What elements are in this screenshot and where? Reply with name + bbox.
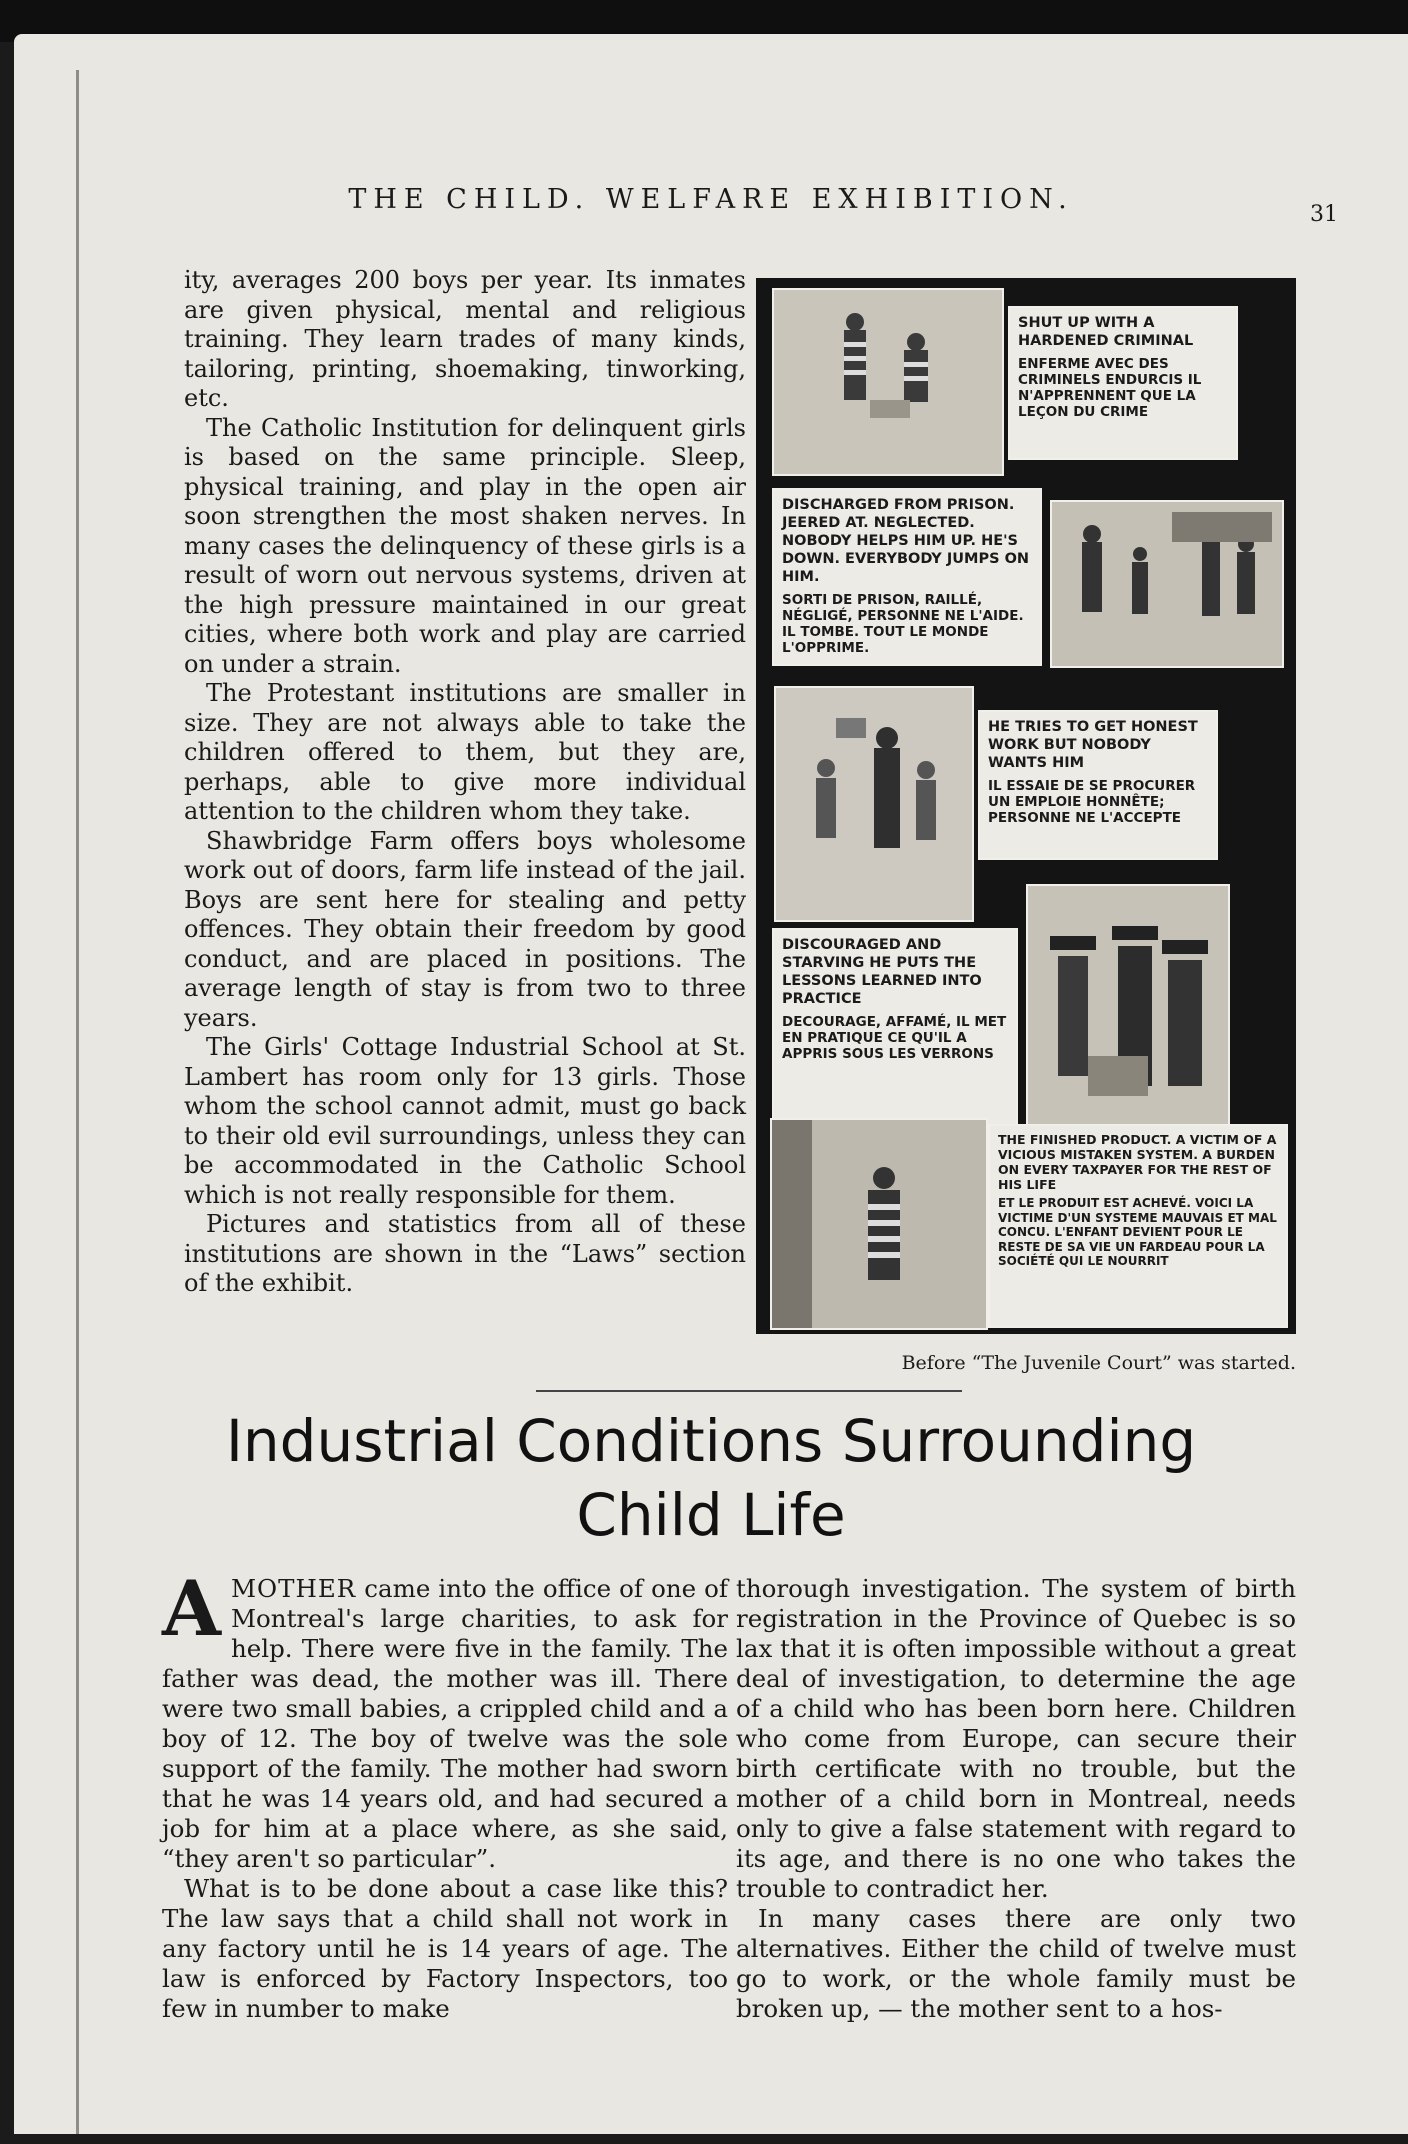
paragraph: ity, averages 200 boys per year. Its inmates are given physical, mental and religious training. They learn trades of many kinds, tailoring, printing, shoemaking, tinworking, etc. [184, 266, 746, 412]
poster-label-fr: DECOURAGE, AFFAMÉ, IL MET EN PRATIQUE CE QU'IL A APPRIS SOUS LES VERRONS [782, 1014, 1007, 1062]
paragraph: The Catholic Institution for delinquent girls is based on the same principle. Sleep, physical training, and play in the open air soon strengthen the most shaken nerves. In many cases the delinquency of these girls is a result of worn out nervous systems, driven at the high pressure maintained in our great cities, where both work and play are carried on under a strain. [184, 413, 746, 678]
running-header: THE CHILD. WELFARE EXHIBITION. [348, 184, 1074, 215]
poster-label-en: DISCHARGED FROM PRISON. JEERED AT. NEGLECTED. NOBODY HELPS HIM UP. HE'S DOWN. EVERYBODY JUMPS ON HIM. [782, 497, 1030, 585]
paragraph: In many cases there are only two alternatives. Either the child of twelve must go to work, or the whole family must be broken up, — the mother sent to a hos- [736, 1904, 1296, 2023]
paragraph: The Girls' Cottage Industrial School at St. Lambert has room only for 13 girls. Those whom the school cannot admit, must go back to their old evil surroundings, unless they can be accommodated in the Catholic School which is not really responsible for them. [184, 1033, 746, 1209]
paragraph: Pictures and statistics from all of these institutions are shown in the “Laws” section of the exhibit. [184, 1210, 746, 1297]
poster-label [1008, 306, 1238, 460]
page [14, 34, 1408, 2134]
paragraph: thorough investigation. The system of birth registration in the Province of Quebec is so lax that it is often impossible without a great deal of investigation, to determine the age of a child who has been born here. Children who come from Europe, can secure their birth certificate with no trouble, but the mother of a child born in Montreal, needs only to give a false statement with regard to its age, and there is no one who takes the trouble to contradict her. [736, 1574, 1296, 1903]
street-scene-illustration [1050, 500, 1284, 668]
article-title-line: Child Life [576, 1481, 846, 1549]
lead-text: came into the office of one of Montreal's large charities, to ask for help. There were five in the family. The father was dead, the mother was ill. There were two small babies, a crippled child and a boy of 12. The boy of twelve was the sole support of the family. The mother had sworn that he was 14 years old, and had secured a job for him at a place where, as she said, “they aren't so particular”. [162, 1574, 728, 1873]
poster-label-en: DISCOURAGED AND STARVING HE PUTS THE LESSONS LEARNED INTO PRACTICE [782, 937, 982, 1007]
figure-caption: Before “The Juvenile Court” was started. [901, 1352, 1296, 1374]
poster-label-en: HE TRIES TO GET HONEST WORK BUT NOBODY WANTS HIM [988, 719, 1198, 771]
poster-label-fr: IL ESSAIE DE SE PROCURER UN EMPLOIE HONNÊTE; PERSONNE NE L'ACCEPTE [988, 778, 1196, 826]
prisoner-illustration [770, 1118, 988, 1330]
section-divider [536, 1390, 962, 1392]
poster-label [772, 928, 1018, 1144]
poster-label-fr: ET LE PRODUIT EST ACHEVÉ. VOICI LA VICTIME D'UN SYSTEME MAUVAIS ET MAL CONCU. L'ENFANT DEVIENT POUR LE RESTE DE SA VIE UN FARDEAU POUR LA SOCIÉTÉ QUI LE NOURRIT [998, 1196, 1277, 1268]
paragraph: What is to be done about a case like this? The law says that a child shall not work in any factory until he is 14 years of age. The law is enforced by Factory Inspectors, too few in number to make [162, 1874, 728, 2023]
poster-label-fr: ENFERME AVEC DES CRIMINELS ENDURCIS IL N'APPRENNENT QUE LA LEÇON DU CRIME [1018, 356, 1202, 420]
poster-label-en: THE FINISHED PRODUCT. A VICTIM OF A VICIOUS MISTAKEN SYSTEM. A BURDEN ON EVERY TAXPAYER FOR THE REST OF HIS LIFE [998, 1132, 1277, 1192]
exhibit-poster [756, 278, 1296, 1334]
drop-cap: A [162, 1564, 221, 1653]
poster-label-en: SHUT UP WITH A HARDENED CRIMINAL [1018, 315, 1194, 349]
poster-label [772, 488, 1042, 666]
article-column-right [736, 1574, 1296, 2024]
binding-line [76, 70, 79, 2134]
lead-paragraph [162, 1564, 728, 1874]
article-column-left [162, 1564, 728, 2024]
poster-label [978, 710, 1218, 860]
poster-label-fr: SORTI DE PRISON, RAILLÉ, NÉGLIGÉ, PERSONNE NE L'AIDE. IL TOMBE. TOUT LE MONDE L'OPPRIME. [782, 592, 1024, 656]
job-seeker-illustration [774, 686, 974, 922]
paragraph: The Protestant institutions are smaller in size. They are not always able to take the children offered to them, but they are, perhaps, able to give more individual attention to the children whom they take. [184, 679, 746, 825]
article-title [14, 1404, 1408, 1552]
page-number: 31 [1310, 202, 1338, 227]
paragraph: Shawbridge Farm offers boys wholesome work out of doors, farm life instead of the jail. Boys are sent here for stealing and petty offences. They obtain their freedom by good conduct, and are placed in positions. The average length of stay is from two to three years. [184, 826, 746, 1032]
poster-label [988, 1124, 1288, 1328]
lead-word: MOTHER [230, 1574, 357, 1603]
article-title-line: Industrial Conditions Surrounding [225, 1407, 1197, 1475]
left-column [184, 266, 746, 1299]
prison-cell-illustration [772, 288, 1004, 476]
crime-scene-illustration [1026, 884, 1230, 1126]
